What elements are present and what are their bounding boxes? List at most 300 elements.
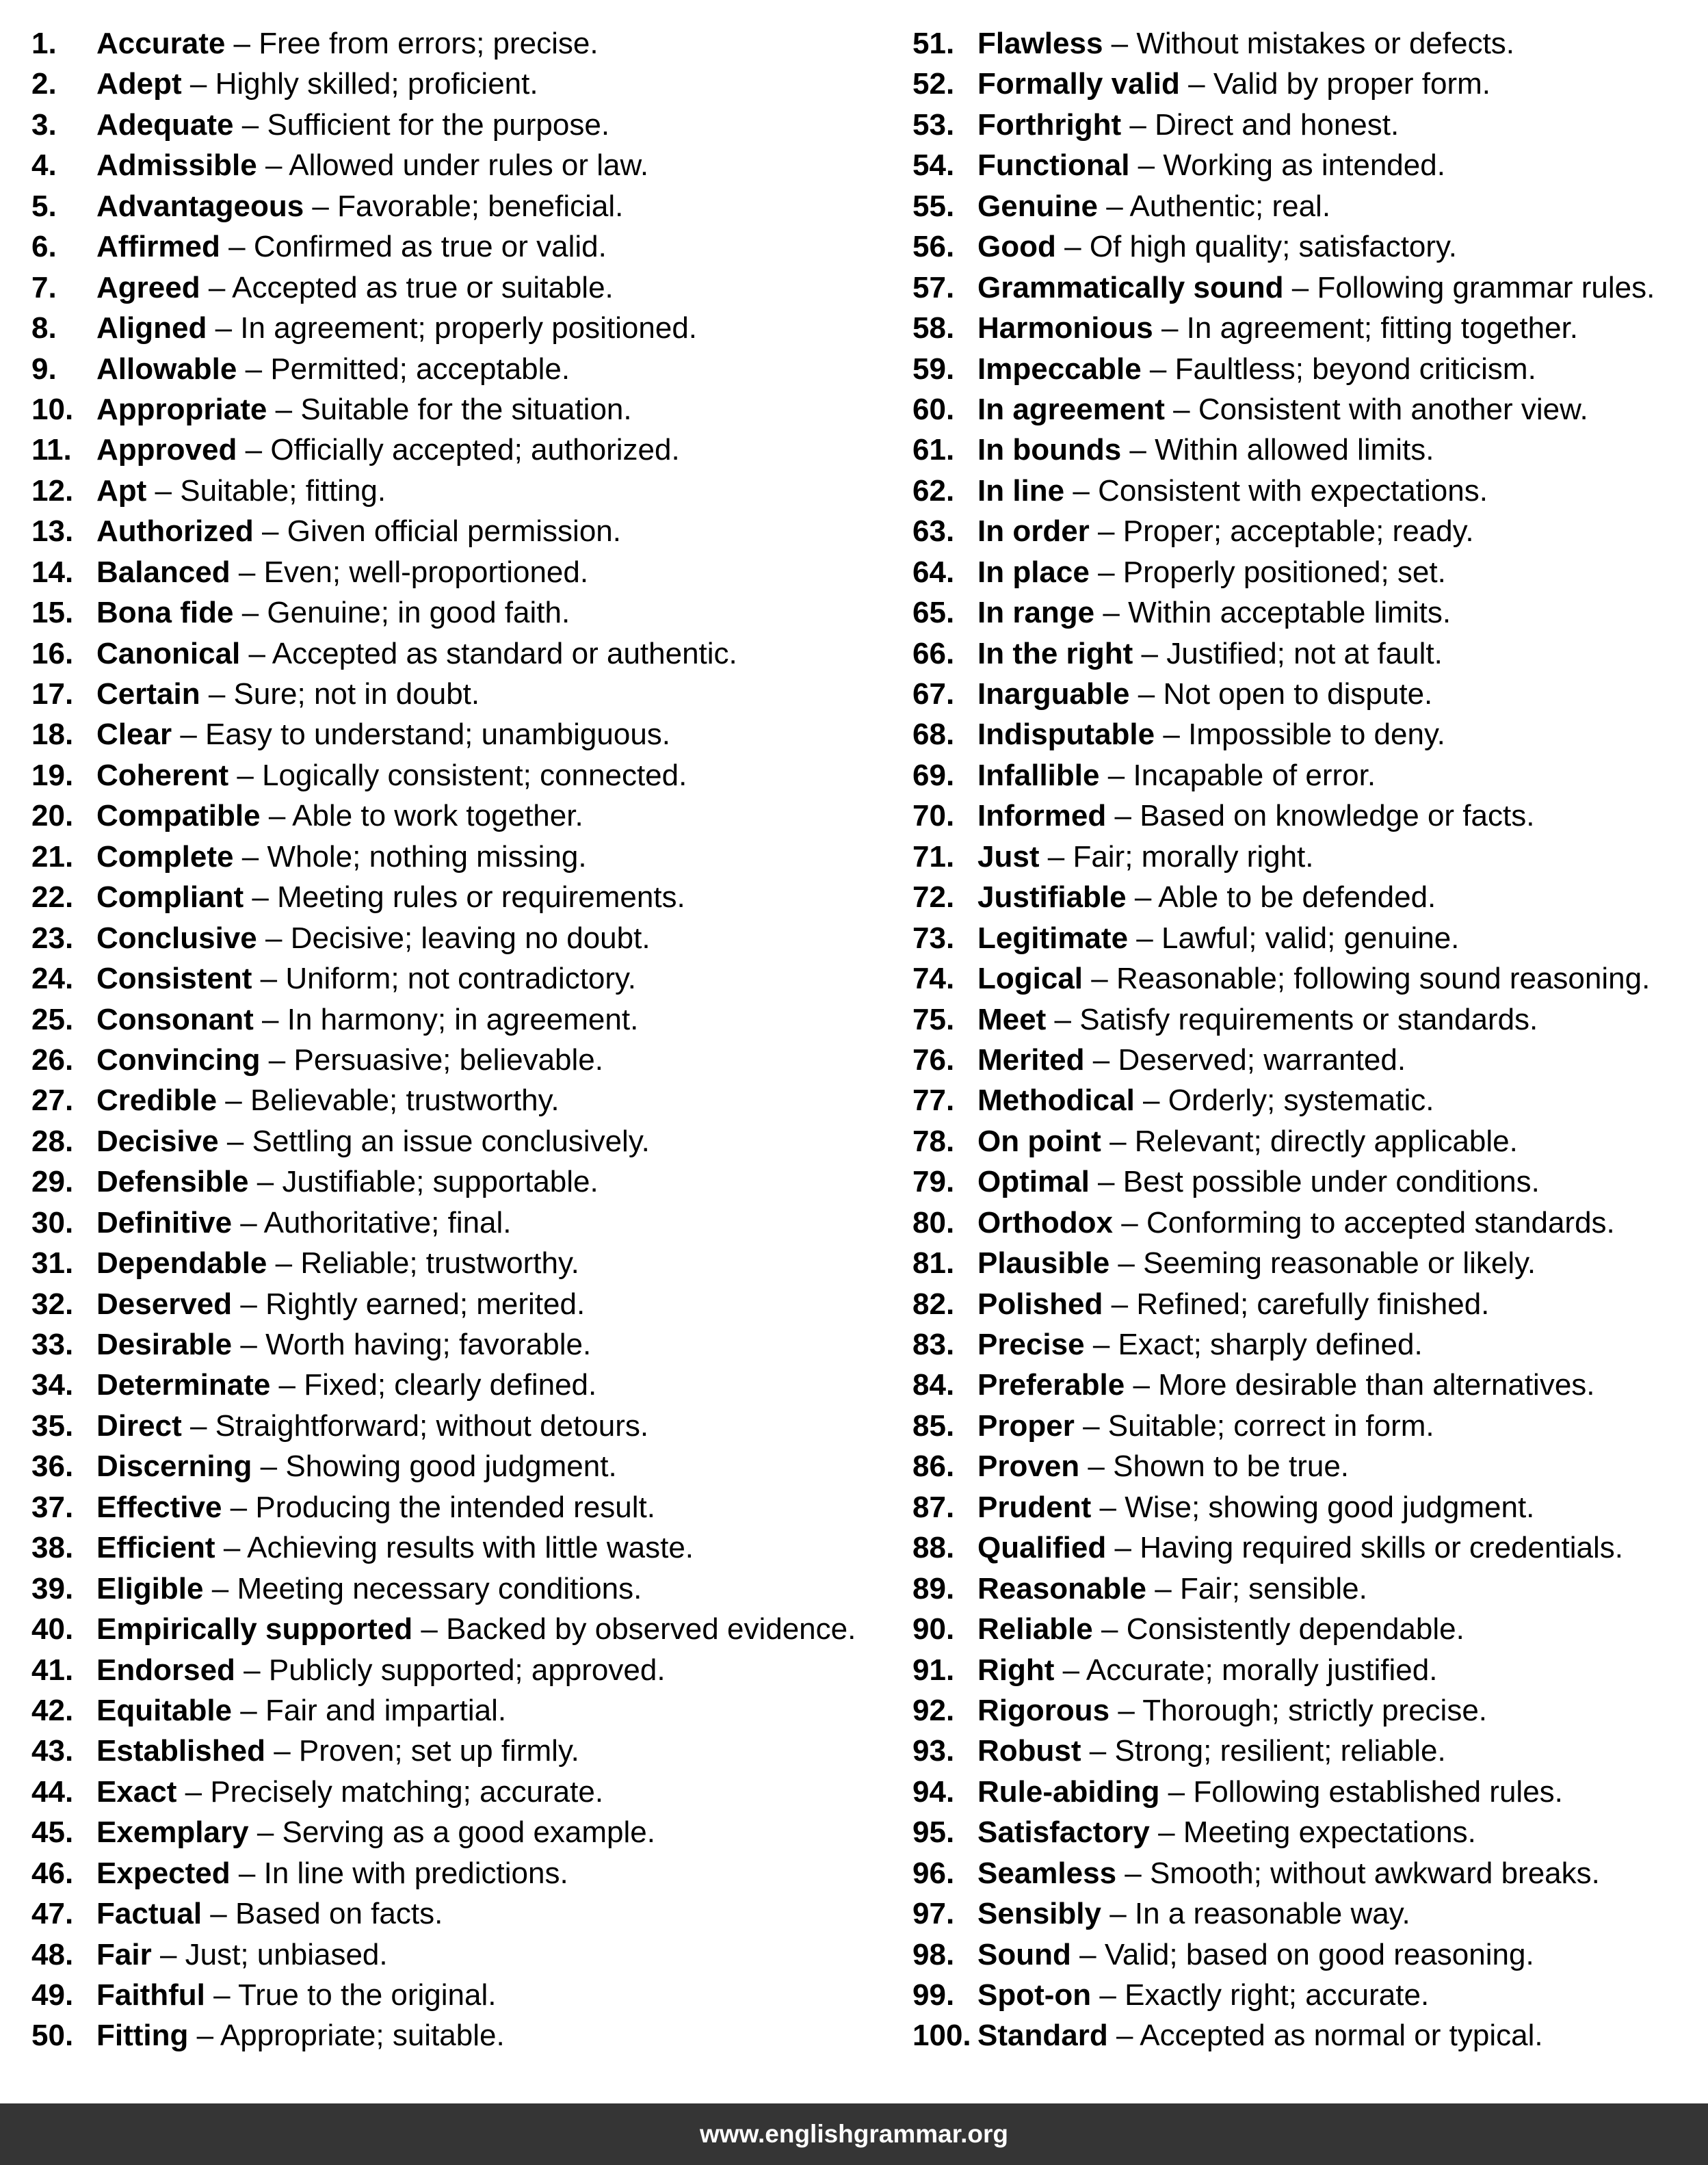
item-term: Sensibly [977, 1897, 1101, 1931]
item-separator: – [189, 1408, 207, 1443]
item-term: Credible [96, 1084, 218, 1118]
item-number: 61. [912, 433, 955, 467]
item-number: 76. [912, 1042, 955, 1077]
item-separator: – [185, 1774, 202, 1809]
item-term: Meet [977, 1002, 1047, 1036]
item-term: Appropriate [96, 392, 267, 426]
item-term: Proper [977, 1408, 1075, 1443]
item-number: 14. [31, 555, 74, 589]
item-separator: – [1099, 1978, 1116, 2012]
list-item [31, 1650, 856, 1690]
item-term: Fair [96, 1937, 152, 1971]
item-definition: Easy to understand; unambiguous. [205, 718, 671, 752]
item-separator: – [1109, 1897, 1127, 1931]
item-number: 57. [912, 270, 955, 304]
item-separator: – [1047, 839, 1065, 874]
list-item [31, 714, 856, 755]
list-item [31, 226, 856, 267]
item-definition: Having required skills or credentials. [1140, 1531, 1623, 1565]
item-definition: Achieving results with little waste. [247, 1531, 694, 1565]
list-item [31, 755, 856, 796]
item-definition: In line with predictions. [263, 1856, 568, 1890]
item-definition: Smooth; without awkward breaks. [1150, 1856, 1600, 1890]
item-number: 50. [31, 2019, 74, 2053]
list-item [912, 633, 1655, 674]
list-item [912, 1812, 1655, 1852]
item-term: Bona fide [96, 596, 234, 630]
item-definition: Sure; not in doubt. [233, 677, 480, 711]
item-term: Harmonious [977, 311, 1153, 345]
item-separator: – [1158, 1815, 1175, 1850]
item-definition: Logically consistent; connected. [262, 758, 687, 792]
item-number: 54. [912, 148, 955, 183]
list-item [912, 877, 1655, 917]
list-item [31, 674, 856, 714]
item-separator: – [1118, 1693, 1135, 1727]
item-separator: – [210, 1897, 227, 1931]
item-definition: Authoritative; final. [263, 1205, 512, 1239]
item-separator: – [196, 2019, 214, 2053]
list-item [912, 1609, 1655, 1649]
item-separator: – [240, 1205, 257, 1239]
item-separator: – [233, 27, 251, 60]
item-separator: – [226, 1124, 244, 1158]
item-separator: – [1106, 189, 1123, 223]
item-separator: – [1188, 67, 1205, 101]
item-term: Defensible [96, 1165, 249, 1199]
item-separator: – [223, 1531, 241, 1565]
item-number: 60. [912, 392, 955, 426]
item-separator: – [252, 880, 269, 915]
item-separator: – [1098, 1165, 1115, 1199]
item-definition: Impossible to deny. [1188, 718, 1445, 752]
item-term: Faithful [96, 1978, 205, 2012]
item-definition: Strong; resilient; reliable. [1114, 1734, 1446, 1768]
item-term: Direct [96, 1408, 182, 1443]
item-number: 30. [31, 1205, 74, 1239]
item-separator: – [421, 1612, 438, 1646]
item-separator: – [1088, 1449, 1105, 1484]
item-term: Rigorous [977, 1693, 1110, 1727]
item-definition: Faultless; beyond criticism. [1174, 352, 1536, 386]
item-term: Factual [96, 1897, 202, 1931]
item-term: Standard [977, 2019, 1108, 2053]
item-definition: Showing good judgment. [285, 1449, 617, 1484]
item-number: 90. [912, 1612, 955, 1646]
item-number: 63. [912, 514, 955, 549]
item-number: 99. [912, 1978, 955, 2012]
item-term: Agreed [96, 270, 200, 304]
item-number: 71. [912, 839, 955, 874]
list-item [31, 1203, 856, 1243]
list-item [912, 1527, 1655, 1568]
list-item [31, 1527, 856, 1568]
item-number: 97. [912, 1897, 955, 1931]
item-term: Clear [96, 718, 172, 752]
item-definition: Within acceptable limits. [1128, 596, 1451, 630]
item-definition: Free from errors; precise. [259, 27, 599, 60]
item-number: 28. [31, 1124, 74, 1158]
item-separator: – [1291, 270, 1309, 304]
item-separator: – [1107, 758, 1125, 792]
item-separator: – [241, 839, 259, 874]
item-term: Robust [977, 1734, 1081, 1768]
item-definition: Proven; set up firmly. [298, 1734, 579, 1768]
item-number: 64. [912, 555, 955, 589]
item-separator: – [241, 596, 259, 630]
item-term: Exact [96, 1774, 177, 1809]
item-separator: – [213, 1978, 231, 2012]
item-definition: Reliable; trustworthy. [300, 1246, 579, 1281]
item-definition: Fair and impartial. [265, 1693, 507, 1727]
item-separator: – [1133, 1368, 1150, 1402]
item-definition: Uniform; not contradictory. [285, 962, 637, 996]
item-number: 36. [31, 1449, 74, 1484]
item-term: Deserved [96, 1287, 233, 1321]
item-definition: Accepted as normal or typical. [1140, 2019, 1543, 2053]
item-term: Methodical [977, 1084, 1135, 1118]
item-number: 45. [31, 1815, 74, 1850]
list-item [912, 592, 1655, 633]
item-term: Grammatically sound [977, 270, 1284, 304]
item-number: 22. [31, 880, 74, 915]
list-item [912, 714, 1655, 755]
item-separator: – [215, 311, 233, 345]
item-term: In bounds [977, 433, 1122, 467]
item-number: 81. [912, 1246, 955, 1281]
item-number: 88. [912, 1531, 955, 1565]
item-number: 48. [31, 1937, 74, 1971]
list-item [31, 552, 856, 592]
item-term: Plausible [977, 1246, 1110, 1281]
item-separator: – [211, 1571, 229, 1605]
item-number: 43. [31, 1734, 74, 1768]
item-term: Functional [977, 148, 1130, 183]
item-definition: More desirable than alternatives. [1158, 1368, 1595, 1402]
list-item [912, 471, 1655, 511]
item-term: Adequate [96, 107, 234, 142]
item-term: Indisputable [977, 718, 1155, 752]
item-definition: Direct and honest. [1155, 107, 1400, 142]
item-separator: – [1149, 352, 1167, 386]
item-number: 27. [31, 1084, 74, 1118]
item-definition: Refined; carefully finished. [1136, 1287, 1490, 1321]
item-number: 65. [912, 596, 955, 630]
item-term: Efficient [96, 1531, 215, 1565]
list-item [912, 308, 1655, 348]
item-number: 12. [31, 473, 74, 508]
list-item [912, 796, 1655, 836]
item-number: 8. [31, 311, 57, 345]
item-definition: Settling an issue conclusively. [252, 1124, 650, 1158]
item-number: 7. [31, 270, 57, 304]
list-item [912, 1772, 1655, 1812]
list-item [31, 1772, 856, 1812]
list-item [31, 349, 856, 389]
item-separator: – [1103, 596, 1120, 630]
item-number: 86. [912, 1449, 955, 1484]
list-item [31, 999, 856, 1040]
item-term: Advantageous [96, 189, 304, 223]
list-item [31, 796, 856, 836]
item-number: 77. [912, 1084, 955, 1118]
item-separator: – [238, 555, 256, 589]
item-number: 1. [31, 27, 57, 60]
list-item [31, 1243, 856, 1283]
item-number: 41. [31, 1653, 74, 1687]
item-term: In range [977, 596, 1095, 630]
item-separator: – [312, 189, 329, 223]
item-number: 87. [912, 1490, 955, 1524]
item-definition: Based on facts. [235, 1897, 443, 1931]
item-term: Logical [977, 962, 1083, 996]
list-item [912, 1569, 1655, 1609]
item-separator: – [1092, 1328, 1110, 1361]
item-separator: – [265, 148, 283, 183]
list-item [912, 226, 1655, 267]
list-item [31, 1569, 856, 1609]
item-number: 35. [31, 1408, 74, 1443]
item-definition: Suitable; correct in form. [1107, 1408, 1434, 1443]
item-number: 53. [912, 107, 955, 142]
item-separator: – [1129, 433, 1146, 467]
item-term: Canonical [96, 636, 241, 670]
item-term: Fitting [96, 2019, 189, 2053]
item-definition: Publicly supported; approved. [268, 1653, 666, 1687]
item-number: 38. [31, 1531, 74, 1565]
item-number: 23. [31, 921, 74, 955]
list-item [912, 1406, 1655, 1446]
item-definition: Favorable; beneficial. [337, 189, 624, 223]
item-separator: – [245, 352, 263, 386]
item-definition: In harmony; in agreement. [287, 1002, 639, 1036]
item-number: 49. [31, 1978, 74, 2012]
item-number: 59. [912, 352, 955, 386]
item-definition: In agreement; properly positioned. [240, 311, 698, 345]
item-definition: Incapable of error. [1133, 758, 1376, 792]
item-definition: Able to work together. [292, 799, 583, 833]
item-definition: Thorough; strictly precise. [1142, 1693, 1488, 1727]
item-term: Precise [977, 1328, 1085, 1361]
item-separator: – [1073, 473, 1090, 508]
item-term: Right [977, 1653, 1055, 1687]
item-definition: Consistent with expectations. [1098, 473, 1488, 508]
item-term: Proven [977, 1449, 1080, 1484]
item-number: 74. [912, 962, 955, 996]
item-term: Spot-on [977, 1978, 1092, 2012]
list-item [31, 1324, 856, 1365]
item-separator: – [1089, 1734, 1107, 1768]
list-item [912, 1446, 1655, 1486]
item-number: 72. [912, 880, 955, 915]
item-number: 37. [31, 1490, 74, 1524]
list-item [912, 918, 1655, 958]
item-definition: Permitted; acceptable. [270, 352, 570, 386]
item-term: Empirically supported [96, 1612, 413, 1646]
item-definition: Relevant; directly applicable. [1134, 1124, 1518, 1158]
item-term: Genuine [977, 189, 1099, 223]
item-definition: Worth having; favorable. [265, 1328, 592, 1361]
item-separator: – [1173, 392, 1190, 426]
list-item [31, 1853, 856, 1893]
item-number: 6. [31, 230, 57, 264]
item-term: Authorized [96, 514, 254, 549]
item-definition: Serving as a good example. [282, 1815, 655, 1850]
list-item [912, 1650, 1655, 1690]
item-term: Endorsed [96, 1653, 235, 1687]
item-definition: Exactly right; accurate. [1125, 1978, 1430, 2012]
item-number: 100. [912, 2019, 971, 2053]
list-item [31, 1121, 856, 1162]
list-item [912, 186, 1655, 226]
item-term: Decisive [96, 1124, 219, 1158]
item-term: On point [977, 1124, 1101, 1158]
item-term: In place [977, 555, 1090, 589]
list-item [912, 552, 1655, 592]
item-number: 17. [31, 677, 74, 711]
item-separator: – [1111, 1287, 1129, 1321]
list-item [31, 1162, 856, 1202]
item-definition: Believable; trustworthy. [250, 1084, 560, 1118]
list-item [912, 430, 1655, 470]
item-definition: Suitable for the situation. [300, 392, 632, 426]
item-number: 32. [31, 1287, 74, 1321]
list-item [912, 999, 1655, 1040]
item-definition: Following grammar rules. [1317, 270, 1655, 304]
item-number: 78. [912, 1124, 955, 1158]
item-definition: Satisfy requirements or standards. [1079, 1002, 1538, 1036]
list-item [912, 1324, 1655, 1365]
item-separator: – [1121, 1205, 1138, 1239]
item-separator: – [230, 1490, 248, 1524]
item-separator: – [260, 1449, 278, 1484]
item-term: Compatible [96, 799, 261, 833]
item-separator: – [228, 230, 246, 264]
item-separator: – [208, 270, 226, 304]
list-item [31, 877, 856, 917]
item-term: Effective [96, 1490, 222, 1524]
item-definition: Reasonable; following sound reasoning. [1116, 962, 1651, 996]
list-item [31, 389, 856, 430]
item-term: Impeccable [977, 352, 1142, 386]
item-term: Equitable [96, 1693, 233, 1727]
item-term: Convincing [96, 1042, 261, 1077]
item-term: Consonant [96, 1002, 254, 1036]
list-item [912, 1975, 1655, 2015]
item-term: Optimal [977, 1165, 1090, 1199]
footer-website-link[interactable]: www.englishgrammar.org [700, 2120, 1008, 2148]
item-definition: Officially accepted; authorized. [270, 433, 680, 467]
item-definition: Valid by proper form. [1213, 67, 1490, 101]
item-number: 51. [912, 27, 955, 60]
word-list-right-column [912, 23, 1655, 2056]
item-separator: – [260, 962, 278, 996]
item-separator: – [240, 1693, 257, 1727]
item-term: Dependable [96, 1246, 267, 1281]
item-term: Infallible [977, 758, 1100, 792]
item-number: 68. [912, 718, 955, 752]
item-separator: – [237, 758, 254, 792]
item-definition: Genuine; in good faith. [267, 596, 570, 630]
item-term: Merited [977, 1042, 1085, 1077]
item-definition: Shown to be true. [1113, 1449, 1350, 1484]
list-item [912, 349, 1655, 389]
item-definition: Fair; sensible. [1179, 1571, 1367, 1605]
item-definition: Consistently dependable. [1126, 1612, 1464, 1646]
item-definition: Properly positioned; set. [1122, 555, 1446, 589]
item-term: Reliable [977, 1612, 1093, 1646]
item-number: 5. [31, 189, 57, 223]
item-term: Desirable [96, 1328, 233, 1361]
item-separator: – [241, 107, 259, 142]
item-number: 67. [912, 677, 955, 711]
item-term: Prudent [977, 1490, 1092, 1524]
item-definition: Backed by observed evidence. [446, 1612, 856, 1646]
item-number: 84. [912, 1368, 955, 1402]
list-item [31, 918, 856, 958]
list-item [912, 1162, 1655, 1202]
item-number: 13. [31, 514, 74, 549]
item-number: 82. [912, 1287, 955, 1321]
item-term: Polished [977, 1287, 1103, 1321]
item-separator: – [274, 1734, 291, 1768]
item-number: 34. [31, 1368, 74, 1402]
item-separator: – [1064, 230, 1081, 264]
item-separator: – [1111, 27, 1129, 60]
item-definition: Consistent with another view. [1198, 392, 1588, 426]
item-separator: – [189, 67, 207, 101]
item-separator: – [1136, 921, 1153, 955]
item-number: 75. [912, 1002, 955, 1036]
list-item [31, 267, 856, 308]
item-term: Definitive [96, 1205, 233, 1239]
item-separator: – [268, 799, 286, 833]
item-separator: – [240, 1328, 257, 1361]
item-definition: Working as intended. [1163, 148, 1445, 183]
list-item [31, 1040, 856, 1080]
item-separator: – [1161, 311, 1179, 345]
list-item [31, 145, 856, 185]
item-definition: Authentic; real. [1129, 189, 1331, 223]
item-separator: – [248, 636, 265, 670]
item-number: 18. [31, 718, 74, 752]
item-definition: Rightly earned; merited. [265, 1287, 586, 1321]
item-definition: Based on knowledge or facts. [1140, 799, 1535, 833]
item-term: Adept [96, 67, 182, 101]
item-definition: Precisely matching; accurate. [210, 1774, 604, 1809]
item-term: Seamless [977, 1856, 1117, 1890]
item-term: Exemplary [96, 1815, 249, 1850]
item-term: Complete [96, 839, 234, 874]
item-term: Accurate [96, 27, 226, 60]
list-item [31, 633, 856, 674]
item-separator: – [244, 1653, 261, 1687]
item-separator: – [1125, 1856, 1142, 1890]
footer-bar [0, 2103, 1708, 2165]
item-separator: – [1163, 718, 1180, 752]
item-separator: – [1054, 1002, 1071, 1036]
list-item [912, 511, 1655, 551]
item-term: Inarguable [977, 677, 1130, 711]
item-separator: – [1109, 1124, 1127, 1158]
item-definition: Appropriate; suitable. [220, 2019, 505, 2053]
list-item [912, 755, 1655, 796]
list-item [912, 1365, 1655, 1405]
item-number: 4. [31, 148, 57, 183]
item-separator: – [1168, 1774, 1185, 1809]
list-item [31, 1080, 856, 1120]
item-definition: Accurate; morally justified. [1086, 1653, 1438, 1687]
